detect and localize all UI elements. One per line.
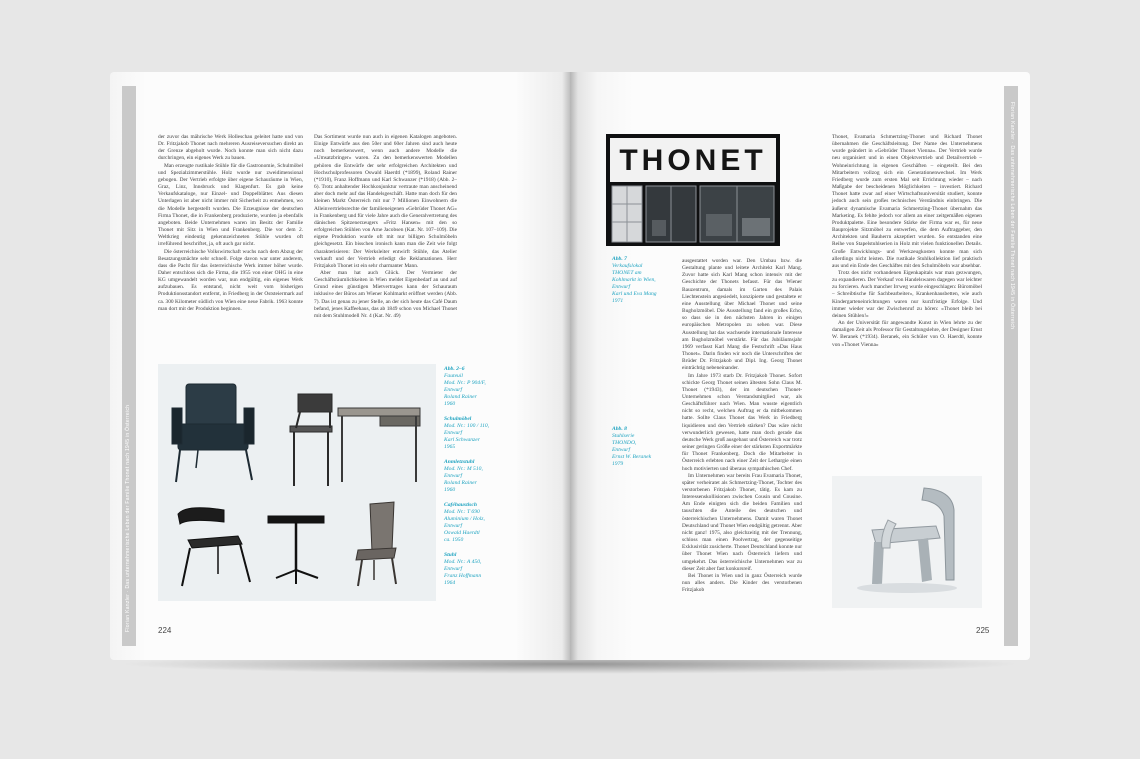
caption-line: THONET am	[612, 270, 642, 276]
armchair-photo	[172, 384, 254, 482]
left-running-head: Florian Kanzler · Das unternehmerische Leben der Familie Thonet nach 1945 in Österreich	[125, 404, 131, 632]
caption-line: Mod. Nr.: T 690	[444, 509, 480, 515]
open-book	[110, 72, 1030, 660]
caption-line: Fauteuil	[444, 373, 463, 379]
caption-line: Verkaufslokal	[612, 263, 643, 269]
caption-line: Entwurf	[612, 284, 631, 290]
page-number-right: 225	[976, 626, 990, 635]
metal-chair-photo	[178, 508, 250, 586]
paragraph: Man erzeugte rustikale Stühle für die Gastronomie, Schulmöbel und Spezialzimmerstühle. Holz wurde nur zweidimensional gebogen. Der Vertrieb erfolgte über eigene Schauräume in Wien, Graz, Linz, Innsbruck und Klagenfurt. Es gab keine Verkaufskataloge, nur Einzel- und Doppelblätter. Aus diesen Unterlagen ist aber nicht immer mit Sicherheit zu entnehmen, wo die Modelle hergestellt wurden. Die Erzeugnisse der deutschen Firma Thonet, die in Frankenberg produzierte, wurden ja ebenfalls angeboten. Beide Unternehmen waren im Besitz der Familie Thonet mit Sitz in Wien und Frankenberg. Die vor dem 2. Weltkrieg eindeutig gekennzeichneten Stühle wurden oft irreführend beschriftet, ja, oft auch gar nicht.	[158, 162, 303, 248]
thondo-chair-image	[832, 476, 982, 608]
caption-line: 1960	[444, 487, 456, 493]
book-gutter	[562, 72, 578, 660]
caption-anmletzstuhl	[444, 459, 502, 494]
storefront-image	[606, 134, 780, 246]
paragraph: Aber man hat auch Glück. Der Vermieter der Geschäftsräumlichkeiten in Wien meldet Eigenbedarf an und auf Grund eines günstigen Mietvertrages kann der Schauraum inklusive der Büros am Wiener Kohlmarkt eröffnet werden (Abb. 7). Das ist genau zu jener Stelle, an der sich heute das Café Daum befand, jenes Kaffeehaus, das ab 1849 schon von Michael Thonet mit dem Stuhlmodell Nr. 4 (Kat. Nr. 49)	[314, 269, 457, 319]
right-running-head: Florian Kanzler · Das unternehmerische Leben der Familie Thonet nach 1945 in Österreich	[1009, 102, 1015, 330]
caption-line: Mod. Nr.: M 510,	[444, 466, 483, 472]
caption-line: ca. 1950	[444, 537, 464, 543]
caption-line: Ernst W. Beranek	[612, 454, 652, 460]
paragraph: der zuvor das mährische Werk Holleschau geleitet hatte und von Dr. Fritzjakob Thonet nach mehreren Ausreiseversuchen direkt an der Grenze abgeholt wurde. Noch konnte man sich nicht dazu durchringen, ein eigenes Werk zu bauen.	[158, 134, 303, 162]
caption-title: Anmletzstuhl	[444, 459, 475, 465]
paragraph: Die österreichische Volkswirtschaft wuchs nach dem Abzug der Besatzungsmächte sehr schnell. Folge davon war unter anderem, dass die Pacht für das österreichische Werk immer höher wurde. Daher entschloss sich die Firma, die 1955 von einer OHG in eine KG umgewandelt worden war, nun endgültig, ein eigenes Werk aufzubauen. Es entstand, nicht weit vom bisherigen Produktionsstandort entfernt, in Friedberg in der Oststeiermark auf ca. 300 Kilometer südlich von Wien eine neue Fabrik. 1963 konnte man dort mit der Produktion beginnen.	[158, 248, 303, 312]
caption-abb-7	[612, 256, 670, 305]
paragraph: Bei Thonet in Wien und in ganz Österreich wurde nun alles anders. Die Kinder des verstorbenen Fritzjakob	[682, 572, 802, 594]
caption-line: Stuhlserie	[612, 433, 635, 439]
caption-title: Abb. 8	[612, 426, 627, 432]
right-page	[570, 72, 1030, 660]
left-captions	[444, 366, 502, 595]
caption-line: Roland Rainer	[444, 480, 477, 486]
caption-line: Mod. Nr.: 100 / 110,	[444, 423, 490, 429]
caption-schulmoebel	[444, 416, 502, 451]
paragraph: Trotz des nicht vorhandenen Eigenkapitals war man gezwungen, zu expandieren. Der Verkauf von Handelswaren dagegen war leichter zu forcieren. Auch mancher Irrweg wurde eingeschlagen: Büromöbel – Schreibtische für Sachbearbeiter», Krankenhausbetten, wie auch Kindergarteneinrichtungen waren nur kurzfristige Erfolge. Und immer wieder war der Zwischenruf zu hören: «Thonet bleib bei deinen Stühlen!»	[832, 269, 982, 319]
caption-title: Caféhaustisch	[444, 502, 477, 508]
caption-line: Karl Schwanzer	[444, 437, 480, 443]
caption-line: Kohlmarkt in Wien,	[612, 277, 656, 283]
paragraph: An der Universität für angewandte Kunst in Wien lehrte zu der damaligen Zeit als Professor für Gestaltungslehre, der Designer Ernst W. Beranek (*1934). Beranek, ein Schüler von O. Haerdtl, konnte von «Thonet Vienna»	[832, 320, 982, 348]
caption-abb-2	[444, 366, 502, 408]
page-number-left: 224	[158, 626, 172, 635]
caption-line: Karl und Eva Mang	[612, 291, 657, 297]
caption-line: Mod. Nr.: A 450,	[444, 559, 482, 565]
school-desk-photo	[338, 408, 420, 482]
paragraph: Das Sortiment wurde nun auch in eigenen Katalogen angeboten. Einige Entwürfe aus den 50er und 60er Jahren sind auch heute noch bemerkenswert, wenn auch andere Modelle die «Umsatzbringer» waren. Zu den bemerkenswerten Modellen gehören die Entwürfe der sehr erfolgreichen Architekten und Hochschulprofessoren Oswald Haerdtl (*1899), Roland Rainer (*1910), Franz Hoffmann und Karl Schwanzer (*1918) (Abb. 2–6). Trotz anhaltender Hochkonjunktur vertraute man anscheinend aber doch mehr auf das Handelsgeschäft. Hatte man doch für den kleinen Markt Österreich mit nur 7 Millionen Einwohnern die Alleinvertriebsrechte der familieneigenen «Gebrüder Thonet AG» in Frankenberg und für viele Jahre auch die Generalvertretung des dänischen Spitzenerzeugers «Fritz Hansen» mit den so erfolgreichen Stühlen von Arne Jacobsen (Kat. Nr. 107–109). Die eigene Produktion wurde oft mit nur billigen Schulmöbeln gleichgesetzt. Ein bisschen ironisch kann man die Zeit wie folgt charakterisieren: Der Werksleiter entwirft Stühle, das Atelier verkauft und der Vertrieb erledigt die Reklamationen. Herr Fritzjakob Thonet ist ein sehr charmanter Mann.	[314, 134, 457, 269]
caption-line: 1965	[444, 444, 456, 450]
caption-title: Schulmöbel	[444, 416, 472, 422]
caption-line: 1960	[444, 401, 456, 407]
left-page	[110, 72, 570, 660]
paragraph: ausgestattet worden war. Den Umbau bzw. die Gestaltung plante und leitete Architekt Karl Mang. Zuvor hatte sich Karl Mang schon intensiv mit der Geschichte der Thonets befasst. Für das Wiener Bauzentrum, damals im Garten des Palais Liechtenstein angesiedelt, konzipierte und gestaltete er eine Ausstellung über Michael Thonet und seine Bugholzmöbel. Die Ausstellung fand ein großes Echo, so dass sie in den nächsten Jahren in einigen europäischen Metropolen zu sehen war. Diese Ausstellung hat das wachsende internationale Interesse am Bugholzmöbel verstärkt. Für das Jubiläumsjahr 1969 verfasst Karl Mang die Festschrift «Das Haus Thonet». Darin finden wir noch die Unterschriften der Brüder Dr. Fritzjakob und Dipl. Ing. Georg Thonet einträchtig nebeneinander.	[682, 258, 802, 372]
cafe-table-photo	[268, 516, 324, 584]
caption-title: Abb. 2–6	[444, 366, 465, 372]
caption-line: 1979	[612, 461, 624, 467]
left-column-1	[158, 134, 303, 313]
paragraph: Im Unternehmen war bereits Frau Evamaria Thonet, später verheiratet als Schmertzing-Thonet, Tochter des verstorbenen Fritzjakob Thonet, tätig. Es kam zu Interessenskollisionen zwischen Cousin und Cousine. Am Ende einigten sich die beiden Familien und tauschten die Anteile des deutschen und österreichischen Unternehmens. Damit waren Thonet Deutschland und Thonet Wien endgültig getrennt. Aber nicht ganz! 1975, also gleichzeitig mit der Trennung, schloss man einen Poolvertrag, der gegenseitige Exklusivität zusicherte. Thonet Deutschland konnte nur über Thonet Wien nach Österreich liefern und umgekehrt. Das österreichische Unternehmen war zu dieser Zeit aber fast konkursreif.	[682, 472, 802, 572]
caption-line: Entwurf	[444, 566, 463, 572]
caption-cafehaustisch	[444, 502, 502, 544]
caption-line: Roland Rainer	[444, 394, 477, 400]
right-column-1	[682, 258, 802, 594]
left-column-2	[314, 134, 457, 320]
furniture-photos	[158, 364, 436, 601]
caption-line: Oswald Haerdtl	[444, 530, 480, 536]
storefront-sign: THONET	[619, 144, 767, 177]
caption-line: 1971	[612, 298, 624, 304]
caption-line: THONDO,	[612, 440, 637, 446]
caption-title: Abb. 7	[612, 256, 627, 262]
caption-line: Aluminium / Holz,	[444, 516, 485, 522]
wood-chair-photo	[356, 502, 396, 586]
school-chair-photo	[290, 394, 332, 486]
caption-line: Entwurf	[444, 523, 463, 529]
caption-abb-8	[612, 426, 670, 468]
caption-line: Franz Hoffmann	[444, 573, 482, 579]
caption-line: Entwurf	[612, 447, 631, 453]
caption-line: Entwurf	[444, 473, 463, 479]
right-column-2	[832, 134, 982, 349]
storefront-photo	[606, 134, 780, 246]
caption-line: Entwurf	[444, 387, 463, 393]
thondo-chair-photo	[832, 476, 982, 608]
furniture-photo-plate	[158, 364, 436, 601]
caption-line: Mod. Nr.: P 904/F,	[444, 380, 486, 386]
caption-line: Entwurf	[444, 430, 463, 436]
paragraph: Im Jahre 1973 starb Dr. Fritzjakob Thonet. Sofort schickte Georg Thonet seinen ältesten Sohn Claus M. Thonet (*1943), der im deutschen Thonet-Unternehmen schon Verstandsmitglied war, als Geschäftsführer nach Wien. Man wusste eigentlich nicht so recht, welchen Auftrag er da mitbekommen hatte. Sollte Claus Thonet das Werk in Friedberg liquidieren und den Vertrieb stärken? Das wäre nicht verwunderlich gewesen, hatte man doch gerade das deutsche Werk groß ausgebaut und Österreich war trotz seiner geringen Größe einer der stärksten Exportmärkte für Thonet Frankenberg. Doch die Mitarbeiter in Österreich erlebten nach einer Zeit der Lethargie einen hoch motivierten und überaus sympathischen Chef.	[682, 372, 802, 472]
paragraph: Thonet, Evamaria Schmertzing-Thonet und Richard Thonet übernahmen die Geschäftsleitung. Der Name des Unternehmens wurde geändert in «Gebrüder Thonet Vienna». Der Vertrieb wurde neu organisiert und in einen Objektvertrieb und Detailvertrieb – Wohneinrichtung in eigenen Geschäften – eingeteilt. Bei den Mitarbeitern vollzog sich ein Generationenwechsel. Im Werk Friedberg wurde zum ersten Mal seit Errichtung wieder – nach Maßgabe der bescheidenen Möglichkeiten – investiert. Richard Thonet hatte zwar auf einer Wirtschaftsuniversität studiert, konnte jedoch auch sein großes technisches Verständnis einbringen. Die äußerst dynamische Evamaria Schmertzing-Thonet übernahm das Marketing. Es fehlte jedoch vor allem an einer zeitgemäßen eigenen Produktpalette. Eine besondere Stärke der Firma war es, für neue Bauprojekte Sitzmöbel zu entwerfen, die dem Auftraggeber, den Architekten und Bauherrn akzeptiert wurden. So entstanden eine Reihe von Stapelstuhlserien in Holz mit vielen funktionellen Details. Große Entwicklungs- und Werkzeugkosten konnte man sich allerdings nicht leisten. Die rustikale Stuhlkollektion lief praktisch aus und ein Ende des Geschäftes mit den Schulmöbeln war absehbar.	[832, 134, 982, 269]
caption-title: Stuhl	[444, 552, 457, 558]
caption-line: 1964	[444, 580, 456, 586]
storefront-windows	[612, 186, 774, 242]
caption-stuhl	[444, 552, 502, 587]
